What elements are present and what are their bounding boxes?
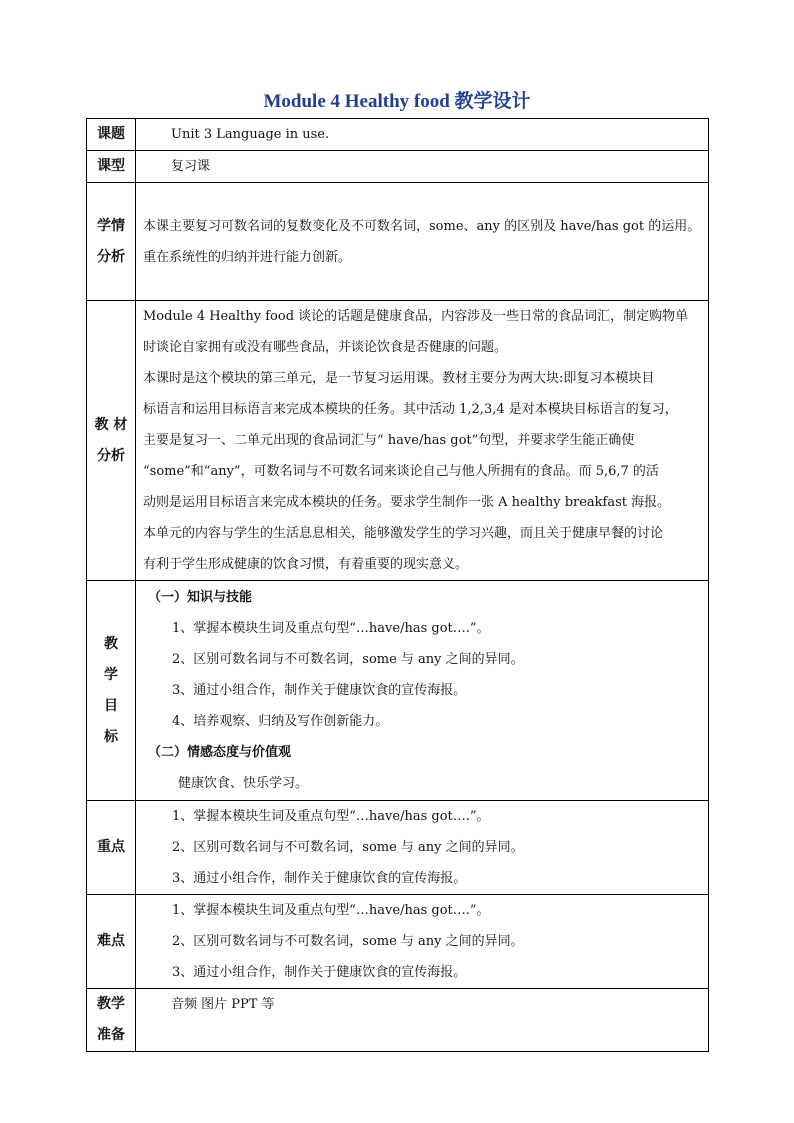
topic-label: 课题 <box>87 119 136 151</box>
row-material-analysis <box>87 301 709 581</box>
document-title: Module 4 Healthy food 教学设计 <box>263 91 531 112</box>
difficult-point-item: 3、通过小组合作，制作关于健康饮食的宣传海报。 <box>172 965 467 980</box>
lesson-type-label: 课型 <box>87 151 136 183</box>
student-analysis-label-line1: 学情 <box>97 217 125 234</box>
material-analysis-line: 标语言和运用目标语言来完成本模块的任务。其中活动 1,2,3,4 是对本模块目标语言的复习， <box>143 402 678 417</box>
preparation-label-line2: 准备 <box>97 1027 125 1043</box>
material-analysis-line: 本课时是这个模块的第三单元，是一节复习运用课。教材主要分为两大块:即复习本模块目 <box>143 371 655 386</box>
key-points-label: 重点 <box>87 801 136 895</box>
row-topic <box>87 119 709 151</box>
material-analysis-label-line1: 教 材 <box>94 416 128 433</box>
student-analysis-label-line2: 分析 <box>97 248 125 265</box>
lesson-type-value: 复习课 <box>171 159 211 174</box>
student-analysis-line: 重在系统性的归纳并进行能力创新。 <box>143 250 352 265</box>
objective-item: 1、掌握本模块生词及重点句型“…have/has got….”。 <box>172 621 490 636</box>
objectives-label-char: 学 <box>104 666 118 683</box>
row-key-points <box>87 801 709 895</box>
material-analysis-label <box>87 301 136 581</box>
lesson-plan-table <box>86 118 709 1052</box>
student-analysis-label <box>87 183 136 301</box>
row-difficult-points <box>87 895 709 989</box>
topic-value: Unit 3 Language in use. <box>171 127 330 142</box>
teaching-objectives-label <box>87 581 136 801</box>
row-teaching-objectives <box>87 581 709 801</box>
row-student-analysis <box>87 183 709 301</box>
material-analysis-line: Module 4 Healthy food 谈论的话题是健康食品，内容涉及一些日常的食品词汇，制定购物单 <box>143 309 689 324</box>
objective-item: 2、区别可数名词与不可数名词，some 与 any 之间的异同。 <box>172 652 524 667</box>
difficult-point-item: 1、掌握本模块生词及重点句型“…have/has got….”。 <box>172 903 490 918</box>
preparation-label-line1: 教学 <box>97 996 125 1012</box>
key-point-item: 1、掌握本模块生词及重点句型“…have/has got….”。 <box>172 809 490 824</box>
material-analysis-line: 有利于学生形成健康的饮食习惯，有着重要的现实意义。 <box>143 557 469 572</box>
difficult-points-label: 难点 <box>87 895 136 989</box>
row-teaching-preparation <box>87 989 709 1052</box>
objectives-heading-attitude: （二）情感态度与价值观 <box>148 745 292 760</box>
key-point-item: 2、区别可数名词与不可数名词，some 与 any 之间的异同。 <box>172 840 524 855</box>
objective-item: 4、培养观察、归纳及写作创新能力。 <box>172 714 389 729</box>
teaching-preparation-label <box>87 989 136 1052</box>
objectives-label-char: 教 <box>104 635 118 652</box>
teaching-preparation-value: 音频 图片 PPT 等 <box>171 997 275 1012</box>
material-analysis-line: 本单元的内容与学生的生活息息相关，能够激发学生的学习兴趣，而且关于健康早餐的讨论 <box>143 526 664 541</box>
key-point-item: 3、通过小组合作，制作关于健康饮食的宣传海报。 <box>172 871 467 886</box>
material-analysis-line: 时谈论自家拥有或没有哪些食品，并谈论饮食是否健康的问题。 <box>143 340 508 355</box>
material-analysis-line: 动则是运用目标语言来完成本模块的任务。要求学生制作一张 A healthy breakfast 海报。 <box>143 495 671 510</box>
objective-item-attitude: 健康饮食、快乐学习。 <box>178 776 309 791</box>
material-analysis-line: “some”和“any”，可数名词与不可数名词来谈论自己与他人所拥有的食品。而 5,6,7 的活 <box>143 464 659 479</box>
objectives-label-char: 目 <box>104 697 118 714</box>
objectives-heading-knowledge: （一）知识与技能 <box>148 590 253 605</box>
objective-item: 3、通过小组合作，制作关于健康饮食的宣传海报。 <box>172 683 467 698</box>
difficult-point-item: 2、区别可数名词与不可数名词，some 与 any 之间的异同。 <box>172 934 524 949</box>
material-analysis-line: 主要是复习一、二单元出现的食品词汇与“ have/has got”句型，并要求学生能正确使 <box>143 433 635 448</box>
student-analysis-line: 本课主要复习可数名词的复数变化及不可数名词，some、any 的区别及 have/has got 的运用。 <box>143 219 701 234</box>
objectives-label-char: 标 <box>104 728 118 745</box>
material-analysis-label-line2: 分析 <box>97 447 125 464</box>
row-lesson-type <box>87 151 709 183</box>
